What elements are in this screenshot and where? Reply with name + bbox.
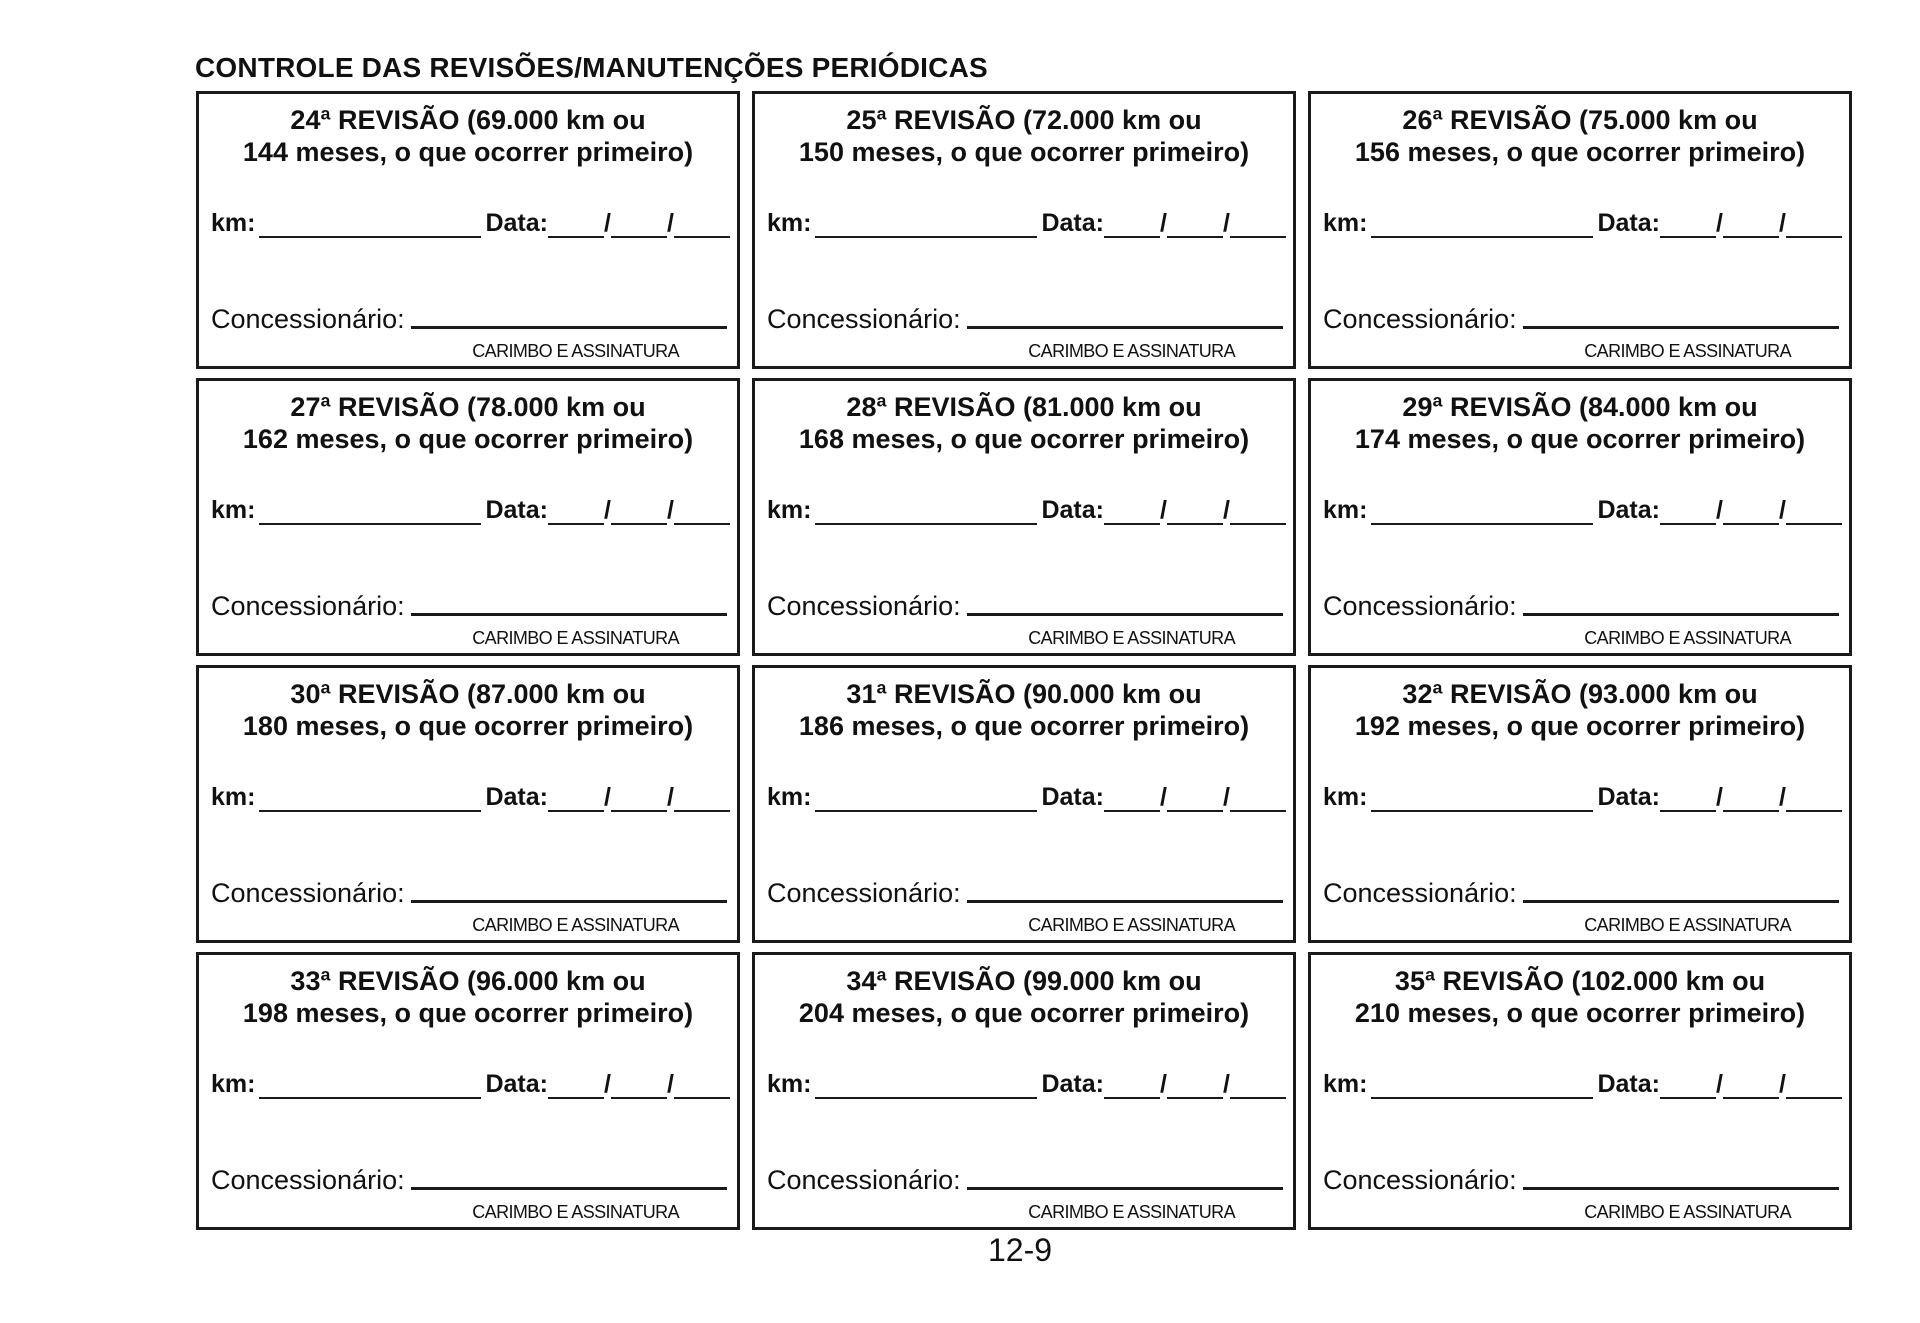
revision-title-line2: 174 meses, o que ocorrer primeiro) <box>1354 424 1806 454</box>
date-label: Data: <box>1597 1070 1660 1098</box>
stamp-caption: CARIMBO E ASSINATURA <box>1028 1202 1235 1222</box>
revision-card-25 <box>752 91 1296 369</box>
date-year-field[interactable] <box>1230 1071 1286 1099</box>
km-label: km: <box>1323 209 1368 237</box>
dealer-signature-field[interactable] <box>967 595 1283 616</box>
date-separator: / <box>666 1070 674 1098</box>
revision-title-line1: 35ª REVISÃO (102.000 km ou <box>1394 966 1766 996</box>
dealer-signature-field[interactable] <box>411 1169 727 1190</box>
date-day-field[interactable] <box>1660 784 1716 812</box>
km-label: km: <box>1323 783 1368 811</box>
date-month-field[interactable] <box>1723 784 1779 812</box>
stamp-caption: CARIMBO E ASSINATURA <box>1584 628 1791 648</box>
revision-card-34 <box>752 952 1296 1230</box>
revision-title-line1: 25ª REVISÃO (72.000 km ou <box>846 105 1202 135</box>
revision-title-line1: 33ª REVISÃO (96.000 km ou <box>290 966 646 996</box>
dealer-signature-field[interactable] <box>411 882 727 903</box>
km-label: km: <box>767 496 812 524</box>
revision-card-30 <box>196 665 740 943</box>
revision-card-27 <box>196 378 740 656</box>
revision-title-line2: 210 meses, o que ocorrer primeiro) <box>1354 998 1806 1028</box>
date-month-field[interactable] <box>611 784 667 812</box>
date-day-field[interactable] <box>1660 1071 1716 1099</box>
dealer-row <box>211 1165 727 1196</box>
date-month-field[interactable] <box>1167 210 1223 238</box>
dealer-row <box>767 304 1283 335</box>
km-field[interactable] <box>259 497 481 525</box>
date-year-field[interactable] <box>674 210 730 238</box>
revision-card-31 <box>752 665 1296 943</box>
date-separator: / <box>1159 209 1167 237</box>
date-month-field[interactable] <box>611 497 667 525</box>
dealer-label: Concessionário: <box>211 878 405 908</box>
dealer-label: Concessionário: <box>1323 1165 1517 1195</box>
date-label: Data: <box>1597 496 1660 524</box>
dealer-row <box>1323 304 1839 335</box>
revision-title-line2: 192 meses, o que ocorrer primeiro) <box>1354 711 1806 741</box>
date-month-field[interactable] <box>1723 210 1779 238</box>
date-day-field[interactable] <box>1660 210 1716 238</box>
dealer-row <box>1323 878 1839 909</box>
stamp-caption: CARIMBO E ASSINATURA <box>1028 628 1235 648</box>
date-separator: / <box>1715 783 1723 811</box>
dealer-row <box>767 591 1283 622</box>
dealer-label: Concessionário: <box>767 591 961 621</box>
revision-title-line2: 168 meses, o que ocorrer primeiro) <box>798 424 1250 454</box>
date-day-field[interactable] <box>1660 497 1716 525</box>
km-field[interactable] <box>1371 784 1593 812</box>
date-label: Data: <box>1041 209 1104 237</box>
date-month-field[interactable] <box>1167 784 1223 812</box>
km-date-row <box>767 1065 1289 1099</box>
dealer-signature-field[interactable] <box>1523 882 1839 903</box>
dealer-signature-field[interactable] <box>967 882 1283 903</box>
date-separator: / <box>1778 783 1786 811</box>
revision-title <box>1311 391 1849 455</box>
dealer-label: Concessionário: <box>767 1165 961 1195</box>
dealer-label: Concessionário: <box>1323 591 1517 621</box>
km-field[interactable] <box>815 210 1037 238</box>
date-month-field[interactable] <box>611 210 667 238</box>
km-field[interactable] <box>1371 497 1593 525</box>
date-month-field[interactable] <box>1167 497 1223 525</box>
date-label: Data: <box>1597 209 1660 237</box>
date-year-field[interactable] <box>1786 784 1842 812</box>
date-day-field[interactable] <box>548 210 604 238</box>
date-day-field[interactable] <box>1104 1071 1160 1099</box>
revision-title-line1: 28ª REVISÃO (81.000 km ou <box>846 392 1202 422</box>
date-month-field[interactable] <box>1167 1071 1223 1099</box>
date-year-field[interactable] <box>1786 497 1842 525</box>
dealer-signature-field[interactable] <box>1523 595 1839 616</box>
dealer-label: Concessionário: <box>211 591 405 621</box>
revision-card-26 <box>1308 91 1852 369</box>
km-label: km: <box>211 783 256 811</box>
km-field[interactable] <box>259 784 481 812</box>
dealer-signature-field[interactable] <box>967 308 1283 329</box>
dealer-signature-field[interactable] <box>1523 1169 1839 1190</box>
date-label: Data: <box>485 1070 548 1098</box>
revision-title-line1: 31ª REVISÃO (90.000 km ou <box>846 679 1202 709</box>
stamp-caption: CARIMBO E ASSINATURA <box>1028 915 1235 935</box>
date-separator: / <box>1715 1070 1723 1098</box>
km-field[interactable] <box>815 497 1037 525</box>
date-label: Data: <box>485 783 548 811</box>
km-date-row <box>1323 204 1845 238</box>
km-label: km: <box>1323 1070 1368 1098</box>
dealer-row <box>1323 1165 1839 1196</box>
date-label: Data: <box>485 209 548 237</box>
date-separator: / <box>1222 496 1230 524</box>
km-date-row <box>767 778 1289 812</box>
revision-card-35 <box>1308 952 1852 1230</box>
date-separator: / <box>1222 209 1230 237</box>
km-field[interactable] <box>815 784 1037 812</box>
stamp-caption: CARIMBO E ASSINATURA <box>472 1202 679 1222</box>
revision-title <box>1311 104 1849 168</box>
date-year-field[interactable] <box>1230 784 1286 812</box>
date-separator: / <box>603 496 611 524</box>
dealer-row <box>767 1165 1283 1196</box>
date-separator: / <box>1159 1070 1167 1098</box>
km-date-row <box>211 778 733 812</box>
revision-title-line2: 150 meses, o que ocorrer primeiro) <box>798 137 1250 167</box>
km-date-row <box>767 491 1289 525</box>
km-label: km: <box>767 209 812 237</box>
page-number: 12-9 <box>987 1232 1053 1268</box>
stamp-caption: CARIMBO E ASSINATURA <box>472 915 679 935</box>
revision-card-33 <box>196 952 740 1230</box>
date-label: Data: <box>485 496 548 524</box>
date-day-field[interactable] <box>1104 784 1160 812</box>
dealer-label: Concessionário: <box>211 304 405 334</box>
revision-title <box>199 678 737 742</box>
dealer-row <box>211 591 727 622</box>
stamp-caption: CARIMBO E ASSINATURA <box>1584 1202 1791 1222</box>
date-separator: / <box>1222 783 1230 811</box>
dealer-signature-field[interactable] <box>967 1169 1283 1190</box>
revision-title <box>755 965 1293 1029</box>
km-field[interactable] <box>259 1071 481 1099</box>
revision-title <box>755 104 1293 168</box>
stamp-caption: CARIMBO E ASSINATURA <box>472 628 679 648</box>
date-month-field[interactable] <box>611 1071 667 1099</box>
revision-title-line1: 24ª REVISÃO (69.000 km ou <box>290 105 646 135</box>
date-label: Data: <box>1597 783 1660 811</box>
dealer-row <box>211 878 727 909</box>
revision-title-line2: 156 meses, o que ocorrer primeiro) <box>1354 137 1806 167</box>
dealer-label: Concessionário: <box>1323 878 1517 908</box>
revision-title <box>199 391 737 455</box>
revision-card-28 <box>752 378 1296 656</box>
date-year-field[interactable] <box>1230 497 1286 525</box>
dealer-label: Concessionário: <box>767 878 961 908</box>
km-label: km: <box>1323 496 1368 524</box>
revision-title-line2: 198 meses, o que ocorrer primeiro) <box>242 998 694 1028</box>
date-label: Data: <box>1041 496 1104 524</box>
date-separator: / <box>1778 1070 1786 1098</box>
revision-card-29 <box>1308 378 1852 656</box>
revision-title <box>1311 965 1849 1029</box>
date-separator: / <box>1715 496 1723 524</box>
revision-card-32 <box>1308 665 1852 943</box>
revision-title <box>199 104 737 168</box>
date-month-field[interactable] <box>1723 1071 1779 1099</box>
date-separator: / <box>666 209 674 237</box>
date-separator: / <box>666 496 674 524</box>
date-year-field[interactable] <box>1786 210 1842 238</box>
stamp-caption: CARIMBO E ASSINATURA <box>472 341 679 361</box>
date-year-field[interactable] <box>1786 1071 1842 1099</box>
dealer-row <box>767 878 1283 909</box>
dealer-row <box>211 304 727 335</box>
revision-title-line2: 162 meses, o que ocorrer primeiro) <box>242 424 694 454</box>
date-label: Data: <box>1041 783 1104 811</box>
date-separator: / <box>603 1070 611 1098</box>
km-label: km: <box>767 1070 812 1098</box>
revision-title-line1: 32ª REVISÃO (93.000 km ou <box>1402 679 1758 709</box>
dealer-row <box>1323 591 1839 622</box>
date-year-field[interactable] <box>674 784 730 812</box>
date-label: Data: <box>1041 1070 1104 1098</box>
date-separator: / <box>1159 496 1167 524</box>
km-label: km: <box>767 783 812 811</box>
km-date-row <box>211 491 733 525</box>
dealer-signature-field[interactable] <box>1523 308 1839 329</box>
km-label: km: <box>211 209 256 237</box>
revision-title-line1: 29ª REVISÃO (84.000 km ou <box>1402 392 1758 422</box>
revision-title-line2: 180 meses, o que ocorrer primeiro) <box>242 711 694 741</box>
dealer-label: Concessionário: <box>1323 304 1517 334</box>
date-separator: / <box>1778 496 1786 524</box>
date-day-field[interactable] <box>548 497 604 525</box>
revision-card-24 <box>196 91 740 369</box>
date-year-field[interactable] <box>674 1071 730 1099</box>
date-day-field[interactable] <box>1104 210 1160 238</box>
date-year-field[interactable] <box>1230 210 1286 238</box>
km-date-row <box>211 1065 733 1099</box>
km-field[interactable] <box>1371 210 1593 238</box>
date-separator: / <box>1159 783 1167 811</box>
stamp-caption: CARIMBO E ASSINATURA <box>1028 341 1235 361</box>
date-separator: / <box>603 783 611 811</box>
km-label: km: <box>211 1070 256 1098</box>
dealer-label: Concessionário: <box>211 1165 405 1195</box>
km-field[interactable] <box>1371 1071 1593 1099</box>
date-separator: / <box>1778 209 1786 237</box>
date-day-field[interactable] <box>548 784 604 812</box>
stamp-caption: CARIMBO E ASSINATURA <box>1584 341 1791 361</box>
revision-title-line1: 27ª REVISÃO (78.000 km ou <box>290 392 646 422</box>
revision-title <box>755 678 1293 742</box>
revision-title <box>755 391 1293 455</box>
date-separator: / <box>666 783 674 811</box>
km-date-row <box>1323 1065 1845 1099</box>
km-date-row <box>1323 491 1845 525</box>
stamp-caption: CARIMBO E ASSINATURA <box>1584 915 1791 935</box>
dealer-label: Concessionário: <box>767 304 961 334</box>
revision-title-line1: 26ª REVISÃO (75.000 km ou <box>1402 105 1758 135</box>
date-separator: / <box>1715 209 1723 237</box>
revision-title <box>199 965 737 1029</box>
revision-title <box>1311 678 1849 742</box>
revision-title-line1: 30ª REVISÃO (87.000 km ou <box>290 679 646 709</box>
km-field[interactable] <box>815 1071 1037 1099</box>
date-separator: / <box>603 209 611 237</box>
dealer-signature-field[interactable] <box>411 595 727 616</box>
km-date-row <box>211 204 733 238</box>
revision-title-line2: 186 meses, o que ocorrer primeiro) <box>798 711 1250 741</box>
revision-title-line2: 204 meses, o que ocorrer primeiro) <box>798 998 1250 1028</box>
revision-title-line2: 144 meses, o que ocorrer primeiro) <box>242 137 694 167</box>
date-month-field[interactable] <box>1723 497 1779 525</box>
km-date-row <box>1323 778 1845 812</box>
page-title: CONTROLE DAS REVISÕES/MANUTENÇÕES PERIÓDICAS <box>195 52 988 83</box>
date-year-field[interactable] <box>674 497 730 525</box>
date-separator: / <box>1222 1070 1230 1098</box>
dealer-signature-field[interactable] <box>411 308 727 329</box>
date-day-field[interactable] <box>548 1071 604 1099</box>
date-day-field[interactable] <box>1104 497 1160 525</box>
km-date-row <box>767 204 1289 238</box>
revision-grid <box>196 91 1852 1230</box>
km-field[interactable] <box>259 210 481 238</box>
km-label: km: <box>211 496 256 524</box>
revision-title-line1: 34ª REVISÃO (99.000 km ou <box>846 966 1202 996</box>
